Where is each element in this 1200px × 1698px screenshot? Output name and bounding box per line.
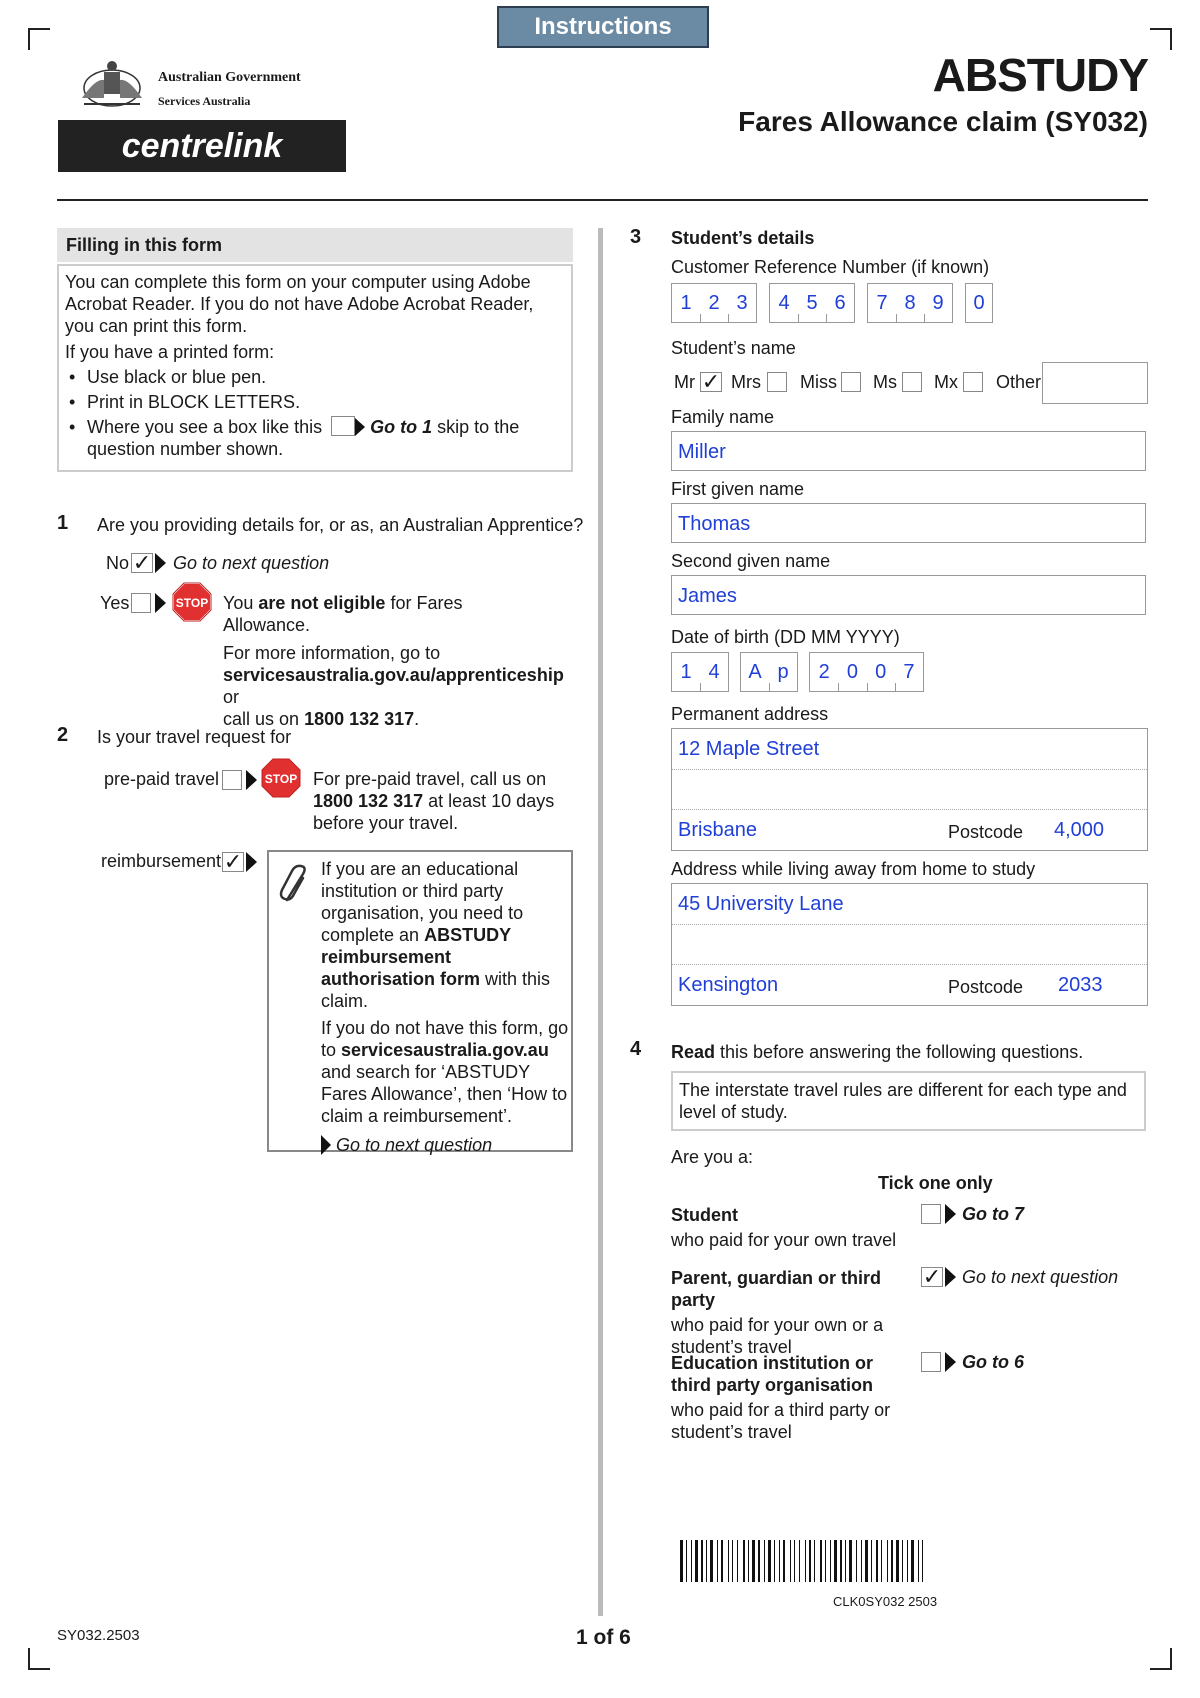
filling-bullet-goto: • Where you see a box like this Go to 1 skip to the question number shown.: [65, 416, 565, 460]
crn-group-1[interactable]: [671, 283, 757, 323]
centrelink-logo: centrelink: [58, 120, 346, 172]
title-miss-label: Miss: [800, 372, 837, 392]
perm-postcode-input[interactable]: 4,000: [1054, 819, 1105, 841]
filling-para1: You can complete this form on your computer using Adobe Acrobat Reader. If you do not have Adobe Acrobat Reader, you can print this form.: [65, 272, 534, 336]
barcode-text: CLK0SY032 2503: [833, 1594, 938, 1609]
dob-year[interactable]: [809, 652, 924, 692]
stop-sign-icon: [172, 582, 212, 622]
first-name-label: First given name: [671, 479, 805, 499]
filling-bullet-letters: • Print in BLOCK LETTERS.: [65, 391, 565, 413]
first-name-input[interactable]: Thomas: [671, 503, 1146, 543]
crn-digit: 8: [896, 284, 924, 322]
q4-student-goto: Go to 7: [962, 1204, 1024, 1224]
perm-suburb-input[interactable]: Brisbane: [678, 819, 757, 841]
coat-of-arms-icon: [76, 58, 148, 110]
title-mr-checkbox[interactable]: ✓: [701, 369, 721, 394]
crn-digit: 6: [826, 284, 854, 322]
q2-prepaid-checkbox[interactable]: [222, 770, 242, 790]
q4-opt-parent: Parent, guardian or third party who paid for your own or a student’s travel: [671, 1268, 884, 1357]
q2-prepaid-text: For pre-paid travel, call us on 1800 132 317 at least 10 days before your travel.: [313, 769, 555, 833]
q1-yes-label: Yes: [100, 593, 130, 613]
title-mr-label: Mr: [674, 372, 695, 392]
q2-reimbursement-label: reimbursement: [101, 851, 222, 871]
note-goto-arrow-icon: [321, 1135, 331, 1155]
q1-number: 1: [57, 512, 69, 534]
q1-no-goto: Go to next question: [173, 553, 330, 573]
filling-heading: Filling in this form: [57, 228, 573, 262]
crn-digit: 4: [778, 292, 790, 314]
crop-mark-top-right: [1150, 28, 1172, 50]
q3-number: 3: [630, 226, 642, 248]
crn-digit: 0: [973, 292, 985, 314]
q2-reimbursement-checkbox[interactable]: ✓: [223, 849, 243, 874]
q4-tick-one: Tick one only: [878, 1173, 993, 1193]
crn-label: Customer Reference Number (if known): [671, 257, 990, 277]
crop-mark-bottom-right: [1150, 1648, 1172, 1670]
crn-digit: 1: [680, 292, 692, 314]
crn-digit: 3: [728, 284, 756, 322]
q4-student-checkbox[interactable]: [921, 1204, 941, 1224]
crn-group-2[interactable]: [769, 283, 855, 323]
gov-name: Australian Government: [158, 70, 301, 85]
away-postcode-label: Postcode: [948, 977, 1024, 997]
paperclip-icon: [279, 864, 311, 906]
q2-prepaid-label: pre-paid travel: [104, 769, 220, 789]
title-mx-label: Mx: [934, 372, 958, 392]
away-line1-input[interactable]: 45 University Lane: [678, 893, 844, 915]
q4-number: 4: [630, 1038, 642, 1060]
q4-parent-arrow-icon: [945, 1267, 956, 1287]
page-number: 1 of 6: [576, 1626, 631, 1649]
dob-digit: 0: [838, 653, 866, 691]
title-ms-checkbox[interactable]: [902, 372, 922, 392]
dob-digit: 4: [700, 653, 728, 691]
perm-line1-input[interactable]: 12 Maple Street: [678, 738, 820, 760]
q1-question: Are you providing details for, or as, an Australian Apprentice?: [97, 515, 584, 535]
q1-ineligible-text: You are not eligible for Fares Allowance. For more information, go to servicesaustralia.gov.au/apprenticeship or call us on 1800 132 317.: [223, 593, 564, 729]
q2-number: 2: [57, 724, 69, 746]
title-other-label: Other: [996, 372, 1042, 392]
perm-postcode-label: Postcode: [948, 822, 1024, 842]
dob-digit: 0: [867, 653, 895, 691]
form-subtitle: Fares Allowance claim (SY032): [738, 106, 1148, 137]
instructions-tab[interactable]: Instructions: [497, 6, 709, 48]
away-address-label: Address while living away from home to study: [671, 859, 1036, 879]
column-divider: [598, 228, 603, 1616]
q4-institution-checkbox[interactable]: [921, 1352, 941, 1372]
dob-digit: 7: [895, 653, 923, 691]
stop-sign-icon: [261, 758, 301, 798]
q1-no-checkbox[interactable]: ✓: [132, 550, 152, 575]
title-mrs-checkbox[interactable]: [767, 372, 787, 392]
dob-day[interactable]: [671, 652, 729, 692]
dob-digit: p: [769, 653, 797, 691]
goto-arrow-icon: [355, 418, 365, 436]
student-name-label: Student’s name: [671, 338, 796, 358]
crn-digit: 7: [876, 292, 888, 314]
stop-sign-label: STOP: [264, 772, 298, 786]
second-name-input[interactable]: James: [671, 575, 1146, 615]
second-name-label: Second given name: [671, 551, 831, 571]
crn-group-3[interactable]: [867, 283, 953, 323]
filling-panel: [57, 264, 573, 472]
agency-name: Services Australia: [158, 94, 251, 108]
q1-yes-checkbox[interactable]: [131, 593, 151, 613]
away-postcode-input[interactable]: 2033: [1058, 974, 1103, 996]
barcode: [680, 1540, 1102, 1582]
q4-parent-goto: Go to next question: [962, 1267, 1119, 1287]
sample-box-icon: [331, 416, 355, 436]
q4-student-arrow-icon: [945, 1204, 956, 1224]
title-mx-checkbox[interactable]: [963, 372, 983, 392]
q4-institution-goto: Go to 6: [962, 1352, 1024, 1372]
q4-intro: Read this before answering the following questions.: [671, 1042, 1084, 1062]
crop-mark-top-left: [28, 28, 50, 50]
q4-info-box: The interstate travel rules are different for each type and level of study.: [671, 1071, 1146, 1131]
q4-parent-checkbox[interactable]: ✓: [922, 1264, 942, 1289]
stop-sign-label: STOP: [175, 596, 209, 610]
q2-reimbursement-arrow-icon: [246, 852, 257, 872]
crn-digit: 5: [798, 284, 826, 322]
q2-reimbursement-note: If you are an educational institution or third party organisation, you need to complete an ABSTUDY reimbursement authorisation form with this claim. If you do not have this form, go to servicesaustralia.gov.au and search for ‘ABSTUDY Fares Allowance’, then ‘How to claim a reimbursement’. Go to next question: [267, 850, 573, 1152]
title-ms-label: Ms: [873, 372, 897, 392]
q1-no-label: No: [106, 553, 130, 573]
title-other-input[interactable]: [1042, 362, 1148, 404]
family-name-label: Family name: [671, 407, 775, 427]
filling-bullet-pen: • Use black or blue pen.: [65, 366, 565, 388]
permanent-address-box: [671, 728, 1148, 851]
filling-para2: If you have a printed form:: [65, 342, 275, 362]
q4-opt-student: Student who paid for your own travel: [671, 1205, 897, 1250]
crop-mark-bottom-left: [28, 1648, 50, 1670]
dob-digit: A: [748, 661, 762, 683]
title-mrs-label: Mrs: [731, 372, 761, 392]
away-line2-input[interactable]: [678, 925, 1138, 964]
q4-are-you: Are you a:: [671, 1147, 754, 1167]
form-code: SY032.2503: [57, 1627, 140, 1644]
dob-label: Date of birth (DD MM YYYY): [671, 627, 900, 647]
q1-yes-arrow-icon: [155, 593, 166, 613]
crn-digit: 2: [700, 284, 728, 322]
title-miss-checkbox[interactable]: [841, 372, 861, 392]
dob-month[interactable]: [740, 652, 798, 692]
note-goto: Go to next question: [336, 1135, 493, 1155]
header-rule: [57, 199, 1148, 201]
away-address-box: [671, 883, 1148, 1006]
away-suburb-input[interactable]: Kensington: [678, 974, 779, 996]
q3-heading: Student’s details: [671, 228, 815, 248]
perm-line2-input[interactable]: [678, 770, 1138, 809]
crn-digit: 9: [924, 284, 952, 322]
family-name-input[interactable]: Miller: [671, 431, 1146, 471]
q1-no-arrow-icon: [155, 553, 166, 573]
dob-digit: 2: [818, 661, 830, 683]
q4-institution-arrow-icon: [945, 1352, 956, 1372]
dob-digit: 1: [680, 661, 692, 683]
q2-prepaid-arrow-icon: [246, 770, 257, 790]
q2-question: Is your travel request for: [97, 727, 292, 747]
crn-group-4[interactable]: [965, 283, 993, 323]
permanent-address-label: Permanent address: [671, 704, 829, 724]
form-title: ABSTUDY: [932, 49, 1148, 101]
q4-opt-institution: Education institution or third party organisation who paid for a third party or student’s travel: [671, 1353, 891, 1442]
